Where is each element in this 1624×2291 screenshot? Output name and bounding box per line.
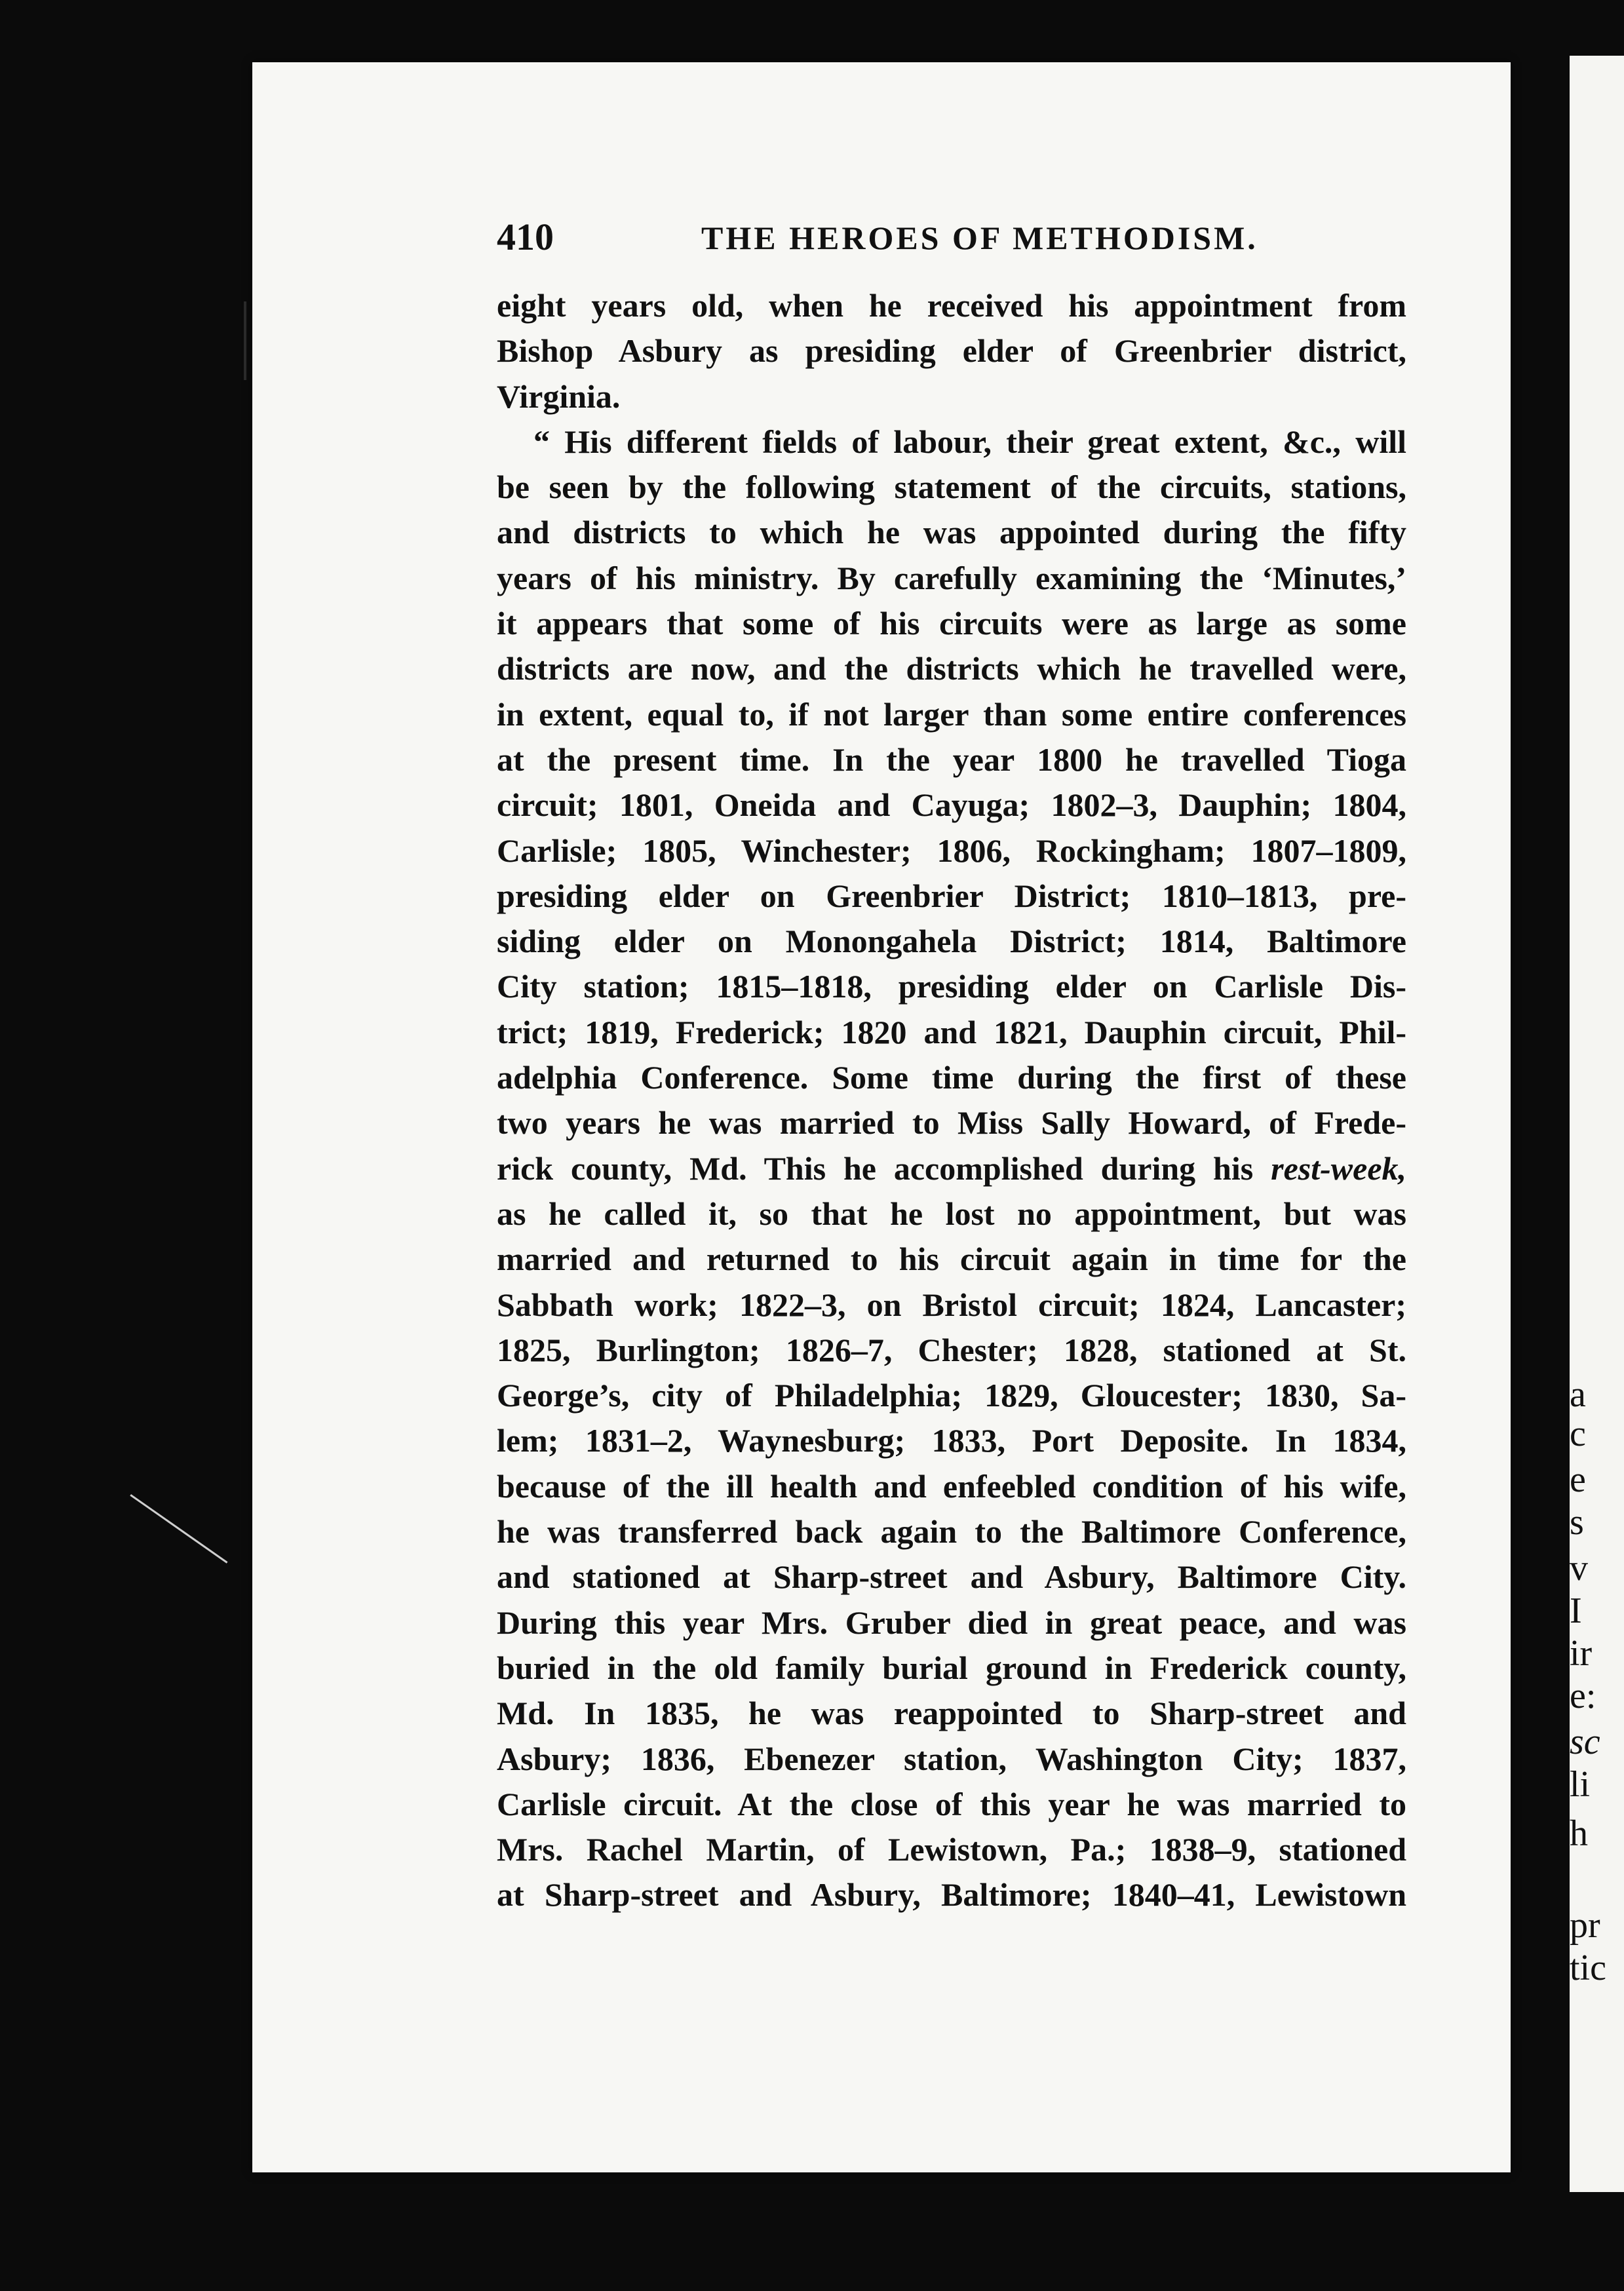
text-segment: rick county, Md. This he accomplished during his bbox=[497, 1149, 1254, 1187]
text-line: married and returned to his circuit again in time for the bbox=[497, 1241, 1406, 1278]
text-line: at the present time. In the year 1800 he travelled Tioga bbox=[497, 741, 1406, 778]
adjacent-page-fragment: v bbox=[1570, 1548, 1588, 1588]
text-line: be seen by the following statement of the circuits, stations, bbox=[497, 469, 1406, 506]
running-head: THE HEROES OF METHODISM. bbox=[701, 220, 1258, 256]
scan-artifact bbox=[130, 1494, 227, 1564]
text-line: George’s, city of Philadelphia; 1829, Gloucester; 1830, Sa- bbox=[497, 1377, 1406, 1414]
text-line: and stationed at Sharp-street and Asbury, Baltimore City. bbox=[497, 1558, 1406, 1596]
text-line: siding elder on Monongahela District; 1814, Baltimore bbox=[497, 923, 1406, 960]
text-line: Carlisle circuit. At the close of this year he was married to bbox=[497, 1785, 1406, 1822]
italic-phrase: rest-week, bbox=[1271, 1149, 1407, 1187]
text-line: at Sharp-street and Asbury, Baltimore; 1840–41, Lewistown bbox=[497, 1876, 1406, 1914]
adjacent-page-fragment: h bbox=[1570, 1813, 1588, 1854]
text-line: During this year Mrs. Gruber died in great peace, and was bbox=[497, 1604, 1406, 1641]
text-line: presiding elder on Greenbrier District; 1810–1813, pre- bbox=[497, 877, 1406, 914]
text-line: trict; 1819, Frederick; 1820 and 1821, Dauphin circuit, Phil- bbox=[497, 1013, 1406, 1050]
body-text bbox=[497, 283, 1406, 1918]
text-line: it appears that some of his circuits were as large as some bbox=[497, 605, 1406, 642]
text-line: Sabbath work; 1822–3, on Bristol circuit; 1824, Lancaster; bbox=[497, 1286, 1406, 1323]
adjacent-page-fragment: e bbox=[1570, 1459, 1586, 1500]
page-header bbox=[497, 215, 1408, 267]
adjacent-page-fragment: tic bbox=[1570, 1948, 1606, 1988]
scan-artifact bbox=[244, 301, 246, 380]
text-line: Asbury; 1836, Ebenezer station, Washington City; 1837, bbox=[497, 1740, 1406, 1777]
adjacent-page-fragment: a bbox=[1570, 1374, 1586, 1415]
page-number: 410 bbox=[497, 216, 554, 258]
text-line: as he called it, so that he lost no appointment, but was bbox=[497, 1195, 1406, 1232]
text-line: districts are now, and the districts which he travelled were, bbox=[497, 650, 1406, 687]
text-line: Md. In 1835, he was reappointed to Sharp-street and bbox=[497, 1695, 1406, 1732]
text-line: in extent, equal to, if not larger than some entire conferences bbox=[497, 695, 1406, 733]
text-line: 1825, Burlington; 1826–7, Chester; 1828, stationed at St. bbox=[497, 1331, 1406, 1368]
adjacent-page-edge bbox=[1570, 56, 1624, 2192]
text-line: circuit; 1801, Oneida and Cayuga; 1802–3, Dauphin; 1804, bbox=[497, 786, 1406, 824]
adjacent-page-fragment: pr bbox=[1570, 1905, 1600, 1946]
text-line: Mrs. Rachel Martin, of Lewistown, Pa.; 1838–9, stationed bbox=[497, 1831, 1406, 1868]
text-line: eight years old, when he received his appointment from bbox=[497, 287, 1406, 324]
text-line: buried in the old family burial ground in Frederick county, bbox=[497, 1649, 1406, 1686]
text-line: lem; 1831–2, Waynesburg; 1833, Port Deposite. In 1834, bbox=[497, 1422, 1406, 1459]
adjacent-page-fragment: I bbox=[1570, 1590, 1582, 1631]
text-line: two years he was married to Miss Sally Howard, of Frede- bbox=[497, 1104, 1406, 1142]
text-line: Bishop Asbury as presiding elder of Greenbrier district, bbox=[497, 332, 1406, 370]
text-line: Carlisle; 1805, Winchester; 1806, Rockingham; 1807–1809, bbox=[497, 832, 1406, 869]
adjacent-page-fragment: sc bbox=[1570, 1722, 1600, 1762]
adjacent-page-fragment: li bbox=[1570, 1764, 1591, 1805]
text-line: City station; 1815–1818, presiding elder on Carlisle Dis- bbox=[497, 968, 1406, 1005]
text-line-with-italic bbox=[497, 1146, 1406, 1191]
text-line: and districts to which he was appointed during the fifty bbox=[497, 514, 1406, 551]
text-line: he was transferred back again to the Baltimore Conference, bbox=[497, 1513, 1406, 1550]
adjacent-page-fragment: s bbox=[1570, 1502, 1584, 1543]
adjacent-page-fragment: e: bbox=[1570, 1676, 1596, 1716]
text-line: years of his ministry. By carefully examining the ‘Minutes,’ bbox=[497, 559, 1406, 596]
text-line: because of the ill health and enfeebled condition of his wife, bbox=[497, 1467, 1406, 1505]
text-line: adelphia Conference. Some time during the first of these bbox=[497, 1059, 1406, 1096]
text-line: Virginia. bbox=[497, 377, 621, 415]
adjacent-page-fragment: ir bbox=[1570, 1633, 1593, 1674]
text-line: “ His different fields of labour, their great extent, &c., will bbox=[533, 423, 1406, 460]
adjacent-page-fragment: c bbox=[1570, 1414, 1586, 1454]
